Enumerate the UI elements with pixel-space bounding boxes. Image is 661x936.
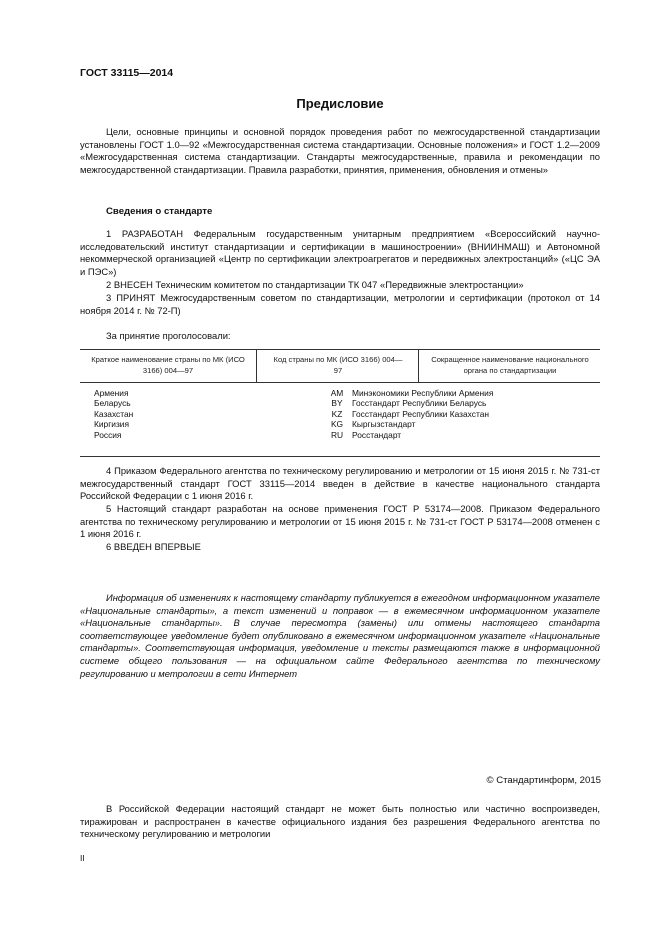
country-column bbox=[94, 388, 133, 440]
table-cell-code: KG bbox=[330, 419, 344, 430]
column-divider bbox=[418, 350, 419, 382]
page-number: II bbox=[80, 853, 85, 863]
table-cell-code: KZ bbox=[331, 408, 343, 419]
notice-paragraph: Информация об изменениях к настоящему стандарту публикуется в ежегодном информационном указателе «Национальные стандарты», а текст изменений и поправок — в ежемесячном информационном указателе «Национальные стандарты». В случае пересмотра (замены) или отмены настоящего стандарта соответствующее уведомление будет опубликовано в ежемесячном информационном указателе «Национальные стандарты». Соответствующая информация, уведомление и тексты размещаются также в информационной системе общего пользования — на официальном сайте Федерального агентства по техническому регулированию и метрологии в сети Интернет bbox=[80, 592, 600, 679]
body-column bbox=[352, 388, 493, 440]
table-cell-code: BY bbox=[331, 398, 343, 409]
info-item-3: 3 ПРИНЯТ Межгосударственным советом по стандартизации, метрологии и сертификации (протокол от 14 ноября 2014 г. № 72-П) bbox=[80, 292, 600, 316]
vote-label: За принятие проголосовали: bbox=[106, 330, 231, 341]
table-cell-body: Кыргызстандарт bbox=[352, 419, 416, 430]
table-cell-code: AM bbox=[330, 388, 344, 398]
voting-table bbox=[80, 349, 600, 457]
header-body: Сокращенное наименование национального органа по стандартизации bbox=[431, 355, 589, 375]
info-item-2: 2 ВНЕСЕН Техническим комитетом по стандартизации ТК 047 «Передвижные электростанции» bbox=[106, 279, 524, 290]
copyright-line: © Стандартинформ, 2015 bbox=[486, 775, 601, 786]
info-item-6: 6 ВВЕДЕН ВПЕРВЫЕ bbox=[106, 541, 201, 552]
table-cell-body: Госстандарт Республики Беларусь bbox=[352, 398, 487, 409]
info-item-1: 1 РАЗРАБОТАН Федеральным государственным унитарным предприятием «Всероссийский научно-исследовательский институт стандартизации и сертификации в машиностроении» (ВНИИНМАШ) и Автономной некоммерческой организацией «Центр по сертификации электроагрегатов и передвижных электростанций» («ЦС ЭА и ПЭС») bbox=[80, 228, 600, 277]
table-cell-country: Казахстан bbox=[94, 408, 134, 419]
table-cell-code: RU bbox=[330, 429, 344, 440]
header-country: Краткое наименование страны по МК (ИСО 3166) 004—97 bbox=[91, 355, 245, 375]
header-code: Код страны по МК (ИСО 3166) 004—97 bbox=[273, 355, 403, 375]
standard-code-header: ГОСТ 33115—2014 bbox=[80, 67, 174, 79]
info-item-5: 5 Настоящий стандарт разработан на основе применения ГОСТ Р 53174—2008. Приказом Федерального агентства по техническому регулированию и метрологии от 15 июня 2015 г. № 731-ст ГОСТ Р 53174—2008 отменен с 1 июня 2016 г. bbox=[80, 503, 600, 540]
table-cell-body: Росстандарт bbox=[352, 429, 402, 440]
info-item-4: 4 Приказом Федерального агентства по техническому регулированию и метрологии от 15 июня 2015 г. № 731-ст межгосударственный стандарт ГОСТ 33115—2014 введен в действие в качестве национального стандарта Российской Федерации с 1 июня 2016 г. bbox=[80, 465, 600, 502]
table-cell-country: Армения bbox=[94, 388, 129, 398]
table-header-row bbox=[80, 350, 600, 383]
table-cell-body: Госстандарт Республики Казахстан bbox=[352, 408, 489, 419]
column-divider bbox=[256, 350, 257, 382]
table-cell-country: Россия bbox=[94, 429, 122, 440]
section-title: Предисловие bbox=[296, 96, 384, 111]
reproduction-notice: В Российской Федерации настоящий стандарт не может быть полностью или частично воспроизведен, тиражирован и распространен в качестве официального издания без разрешения Федерального агентства по техническому регулированию и метрологии bbox=[80, 803, 600, 840]
table-cell-body: Минэкономики Республики Армения bbox=[352, 388, 494, 398]
subsection-title: Сведения о стандарте bbox=[106, 206, 213, 217]
table-cell-country: Беларусь bbox=[94, 398, 131, 409]
table-cell-country: Киргизия bbox=[94, 419, 130, 430]
intro-paragraph: Цели, основные принципы и основной порядок проведения работ по межгосударственной стандартизации установлены ГОСТ 1.0—92 «Межгосударственная система стандартизации. Основные положения» и ГОСТ 1.2—2009 «Межгосударственная система стандартизации. Стандарты межгосударственные, правила и рекомендации по межгосударственной стандартизации. Правила разработки, принятия, применения, обновления и отмены» bbox=[80, 126, 600, 175]
